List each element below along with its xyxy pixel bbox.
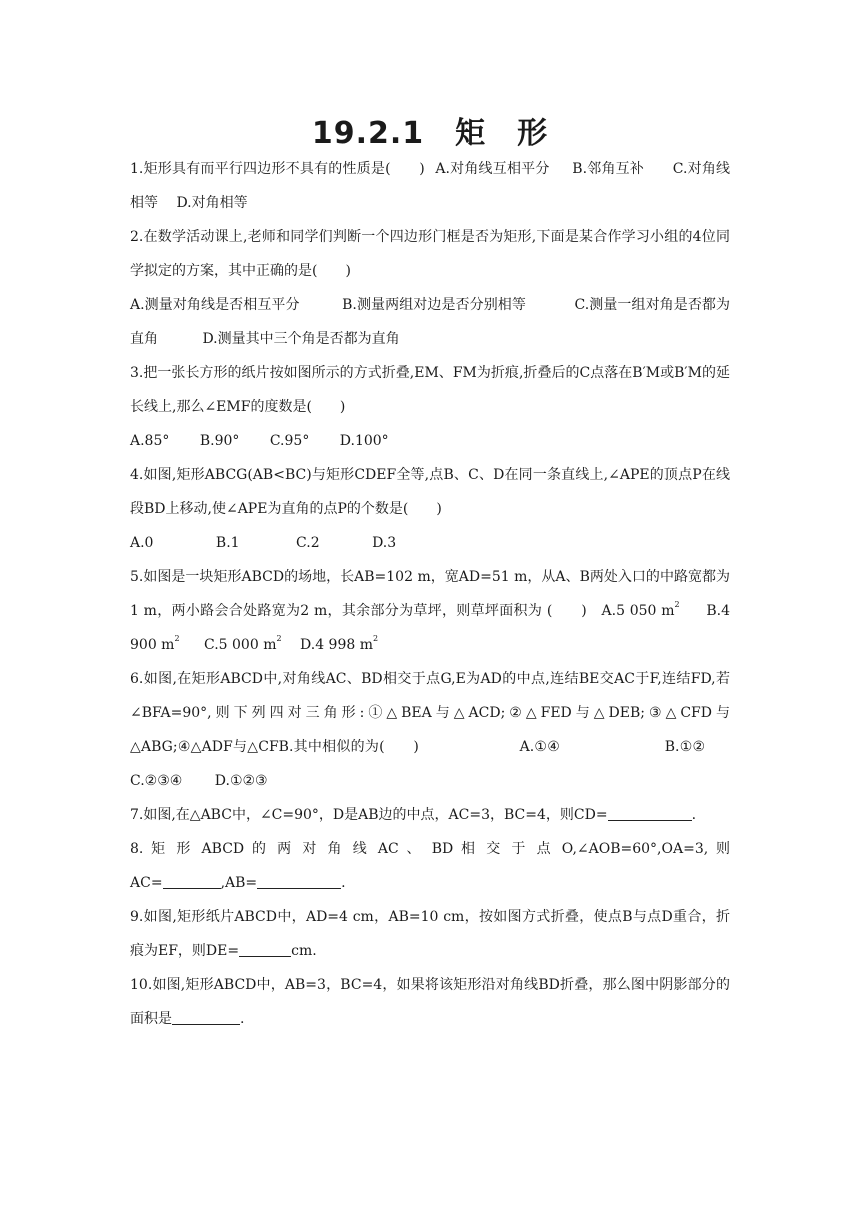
question-stem: 6.如图,在矩形ABCD中,对角线AC、BD相交于点G,E为AD的中点,连结BE交AC于F,连结FD,若∠BFA=90°,则下列四对三角形:①△BEA与△ACD;②△FED与△DEB;③△CFD与△ABG;④△ADF与△CFB.其中相似的为( )	[130, 671, 730, 755]
option-c: C.2	[296, 535, 320, 551]
option-a: A.0	[130, 535, 154, 551]
question-stem: 7.如图,在△ABC中，∠C=90°，D是AB边的中点，AC=3，BC=4，则CD=	[130, 807, 608, 823]
option-c: C.对角线相等	[130, 161, 731, 211]
question-10	[130, 968, 730, 1036]
option-a: A.85°	[130, 433, 170, 449]
question-4-options	[130, 526, 730, 560]
option-a: A.测量对角线是否相互平分	[130, 297, 300, 313]
answer-label-ab: ,AB=	[220, 875, 258, 891]
question-9	[130, 900, 730, 968]
period: .	[691, 807, 697, 823]
question-3	[130, 356, 730, 424]
question-6	[130, 662, 730, 798]
option-d: D.100°	[339, 433, 389, 449]
question-2	[130, 220, 730, 288]
option-b: B.90°	[199, 433, 240, 449]
option-d: D.对角相等	[176, 195, 248, 211]
question-list	[130, 152, 730, 1036]
option-b: B.①②	[664, 739, 706, 755]
question-stem: 3.把一张长方形的纸片按如图所示的方式折叠,EM、FM为折痕,折叠后的C点落在B′M或B′M的延长线上,那么∠EMF的度数是( )	[130, 365, 730, 415]
superscript: 2	[674, 600, 680, 609]
option-c: C.②③④	[130, 773, 183, 789]
unit: cm.	[291, 943, 317, 959]
question-stem: 2.在数学活动课上,老师和同学们判断一个四边形门框是否为矩形,下面是某合作学习小组的4位同学拟定的方案，其中正确的是( )	[130, 229, 730, 279]
option-b: B.测量两组对边是否分别相等	[342, 297, 526, 313]
period: .	[240, 1011, 245, 1027]
question-stem: 5.如图是一块矩形ABCD的场地，长AB=102 m，宽AD=51 m，从A、B两处入口的中路宽都为1 m，两小路会合处路宽为2 m，其余部分为草坪，则草坪面积为 ( )	[130, 569, 730, 619]
option-b: B.1	[215, 535, 240, 551]
question-1	[130, 152, 730, 220]
option-b: B.邻角互补	[572, 161, 645, 177]
option-d: D.①②③	[214, 773, 268, 789]
option-d: D.测量其中三个角是否都为直角	[202, 331, 400, 347]
question-stem: 10.如图,矩形ABCD中，AB=3，BC=4，如果将该矩形沿对角线BD折叠，那么图中阴影部分的面积是	[130, 977, 730, 1027]
question-8	[130, 832, 730, 866]
option-a: A.5 050 m	[601, 603, 675, 619]
question-stem: 4.如图,矩形ABCG(AB<BC)与矩形CDEF全等,点B、C、D在同一条直线上,∠APE的顶点P在线段BD上移动,使∠APE为直角的点P的个数是( )	[130, 467, 730, 517]
option-c: C.5 000 m	[204, 637, 277, 653]
question-3-options	[130, 424, 730, 458]
question-4	[130, 458, 730, 526]
option-d: D.3	[372, 535, 397, 551]
question-8-blanks	[130, 866, 730, 900]
answer-blank-ac[interactable]	[163, 874, 221, 889]
superscript: 2	[276, 634, 282, 643]
question-stem: 1.矩形具有而平行四边形不具有的性质是( )	[130, 161, 425, 177]
answer-label-ac: AC=	[130, 875, 163, 891]
answer-blank[interactable]	[239, 942, 291, 957]
answer-blank[interactable]	[172, 1010, 240, 1025]
option-b: B.4 900 m	[130, 603, 731, 653]
question-2-options	[130, 288, 730, 356]
answer-blank-ab[interactable]	[257, 874, 341, 889]
question-stem: 8. 矩 形 ABCD 的 两 对 角 线 AC 、 BD 相 交 于 点 O,∠AOB=60°,OA=3, 则	[130, 841, 730, 857]
option-c: C.测量一组对角是否都为直角	[130, 297, 731, 347]
period: .	[341, 875, 346, 891]
answer-blank[interactable]	[608, 806, 692, 821]
page-title: 19.2.1 矩 形	[311, 116, 549, 151]
option-a: A.①④	[519, 739, 560, 755]
superscript: 2	[174, 634, 180, 643]
question-stem: 9.如图,矩形纸片ABCD中，AD=4 cm，AB=10 cm，按如图方式折叠，使点B与点D重合，折痕为EF，则DE=	[130, 909, 730, 959]
superscript: 2	[373, 634, 379, 643]
question-7	[130, 798, 730, 832]
option-c: C.95°	[269, 433, 310, 449]
option-d: D.4 998 m	[300, 637, 373, 653]
question-5	[130, 560, 730, 662]
option-a: A.对角线互相平分	[435, 161, 550, 177]
